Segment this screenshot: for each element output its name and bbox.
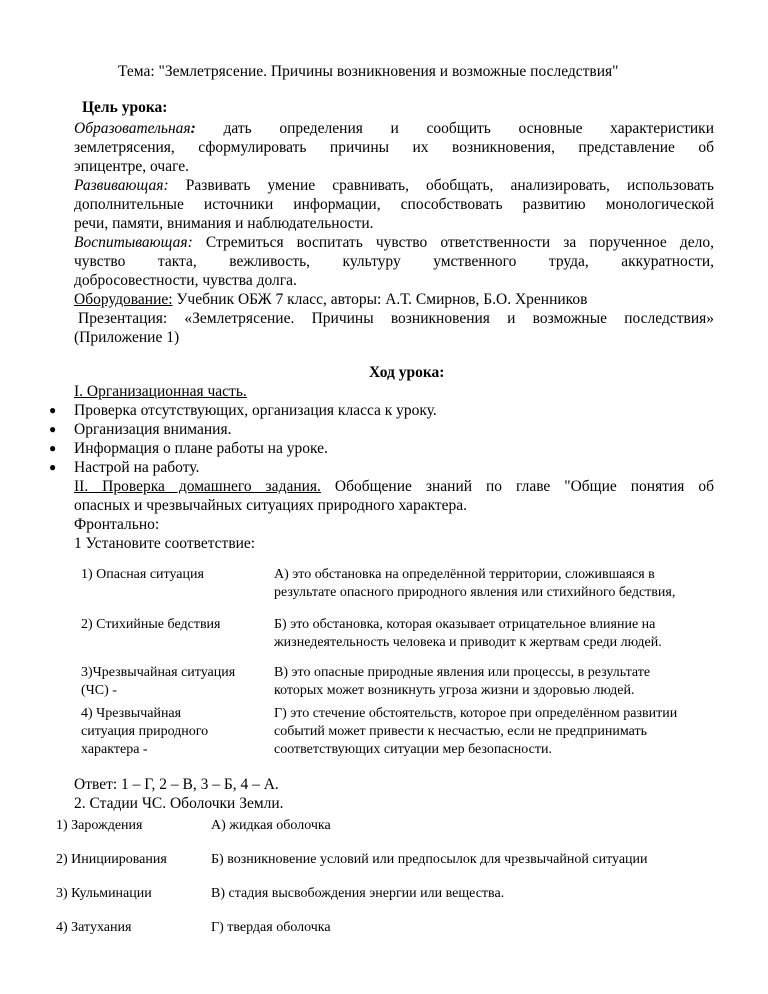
row-2-left: 2) Стихийные бедствия <box>81 617 221 632</box>
edu-line-2: землетрясения, сформулировать причины их возникновения, представление об <box>74 139 714 156</box>
stage-3-right: В) стадия высвобождения энергии или вещества. <box>211 886 505 901</box>
bullet-dot: ● <box>49 403 57 417</box>
bullet-dot: ● <box>49 422 57 436</box>
stage-2-right: Б) возникновение условий или предпосылок для чрезвычайной ситуации <box>211 852 648 867</box>
frontal-label: Фронтально: <box>74 516 160 533</box>
row-4-left-3: характера - <box>81 742 148 757</box>
topic-title: Тема: "Землетрясение. Причины возникновения и возможные последствия" <box>118 63 619 80</box>
section-2-text: Обобщение знаний по главе "Общие понятия об <box>334 478 715 495</box>
dev-line-1 <box>74 176 714 195</box>
bullet-item-2: Организация внимания. <box>74 421 232 438</box>
stage-3-left: 3) Кульминации <box>56 886 152 901</box>
goal-heading: Цель урока: <box>82 99 168 116</box>
row-1-right-1: А) это обстановка на определённой территории, сложившаяся в <box>274 567 655 582</box>
row-4-right-3: соответствующих ситуации мер безопасности. <box>274 742 552 757</box>
nurt-text-1: Стремиться воспитать чувство ответственности за порученное дело, <box>205 234 714 251</box>
row-4-left-1: 4) Чрезвычайная <box>81 706 182 721</box>
row-3-right-1: В) это опасные природные явления или процессы, в результате <box>274 665 651 680</box>
bullet-dot: ● <box>49 460 57 474</box>
stage-4-left: 4) Затухания <box>56 920 132 935</box>
row-3-left-2: (ЧС) - <box>81 683 117 698</box>
nurt-line-3: добросовестности, чувства долга. <box>74 272 297 289</box>
answer-line: Ответ: 1 – Г, 2 – В, 3 – Б, 4 – А. <box>74 776 279 793</box>
row-1-right-2: результате опасного природного явления или стихийного бедствия, <box>274 585 676 600</box>
stage-2-left: 2) Инициирования <box>56 852 167 867</box>
task-1-title: 1 Установите соответствие: <box>74 535 256 552</box>
row-3-right-2: которых может возникнуть угроза жизни и здоровью людей. <box>274 683 635 698</box>
bullet-item-1: Проверка отсутствующих, организация класса к уроку. <box>74 402 437 419</box>
edu-line-3: эпицентре, очаге. <box>74 158 189 175</box>
equipment-line <box>74 290 587 309</box>
section-2-heading: II. Проверка домашнего задания. <box>74 478 321 495</box>
task-2-title: 2. Стадии ЧС. Оболочки Земли. <box>74 795 284 812</box>
bullet-item-3: Информация о плане работы на уроке. <box>74 440 328 457</box>
equipment-text: Учебник ОБЖ 7 класс, авторы: А.Т. Смирнов, Б.О. Хренников <box>176 291 588 308</box>
row-4-left-2: ситуация природного <box>81 724 209 739</box>
dev-label: Развивающая: <box>74 177 169 194</box>
edu-text-1: дать определения и сообщить основные характеристики <box>223 120 715 137</box>
section-2-line-2: опасных и чрезвычайных ситуациях природного характера. <box>74 497 468 514</box>
presentation-line-1: Презентация: «Землетрясение. Причины возникновения и возможные последствия» <box>78 310 714 327</box>
edu-label: Образовательная <box>74 120 191 137</box>
section-1-heading: I. Организационная часть. <box>74 383 247 400</box>
row-3-left-1: 3)Чрезвычайная ситуация <box>81 665 236 680</box>
course-heading: Ход урока: <box>369 364 445 381</box>
nurt-label: Воспитывающая: <box>74 234 193 251</box>
presentation-line-2: (Приложение 1) <box>74 329 180 346</box>
bullet-item-4: Настрой на работу. <box>74 459 200 476</box>
edu-line-1 <box>74 119 714 138</box>
nurt-line-1 <box>74 233 714 252</box>
row-4-right-1: Г) это стечение обстоятельств, которое при определённом развитии <box>274 706 678 721</box>
dev-text-1: Развивать умение сравнивать, обобщать, анализировать, использовать <box>185 177 714 194</box>
bullet-dot: ● <box>49 441 57 455</box>
edu-colon: : <box>190 120 196 137</box>
stage-1-left: 1) Зарождения <box>56 818 143 833</box>
dev-line-3: речи, памяти, внимания и наблюдательности. <box>74 215 374 232</box>
row-4-right-2: событий может привести к несчастью, если не предпринимать <box>274 724 647 739</box>
row-1-left: 1) Опасная ситуация <box>81 567 204 582</box>
stage-1-right: А) жидкая оболочка <box>211 818 331 833</box>
equipment-label: Оборудование: <box>74 291 173 308</box>
row-2-right-1: Б) это обстановка, которая оказывает отрицательное влияние на <box>274 617 656 632</box>
nurt-line-2: чувство такта, вежливость, культуру умственного труда, аккуратности, <box>74 253 714 270</box>
dev-line-2: дополнительные источники информации, способствовать развитию монологической <box>74 196 714 213</box>
row-2-right-2: жизнедеятельность человека и приводит к жертвам среди людей. <box>274 635 662 650</box>
stage-4-right: Г) твердая оболочка <box>211 920 331 935</box>
section-2-line-1 <box>74 477 714 496</box>
